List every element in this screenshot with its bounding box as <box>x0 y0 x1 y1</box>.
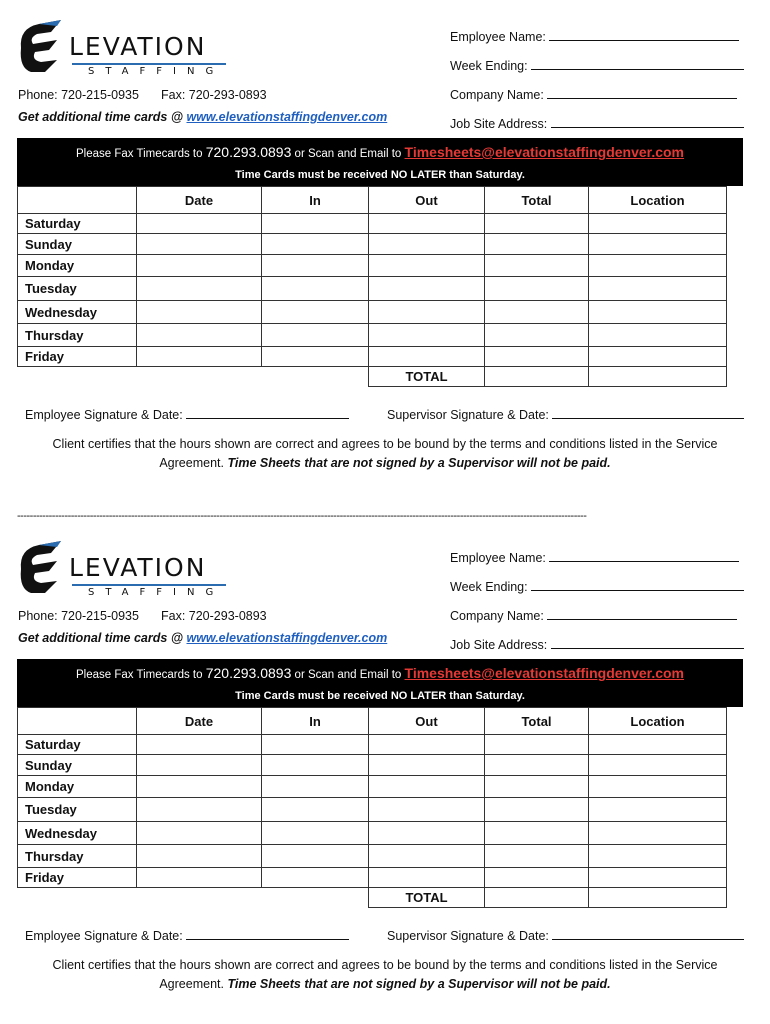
header-total: Total <box>485 708 589 735</box>
total-cell[interactable] <box>485 324 589 347</box>
get-more-prefix: Get additional time cards @ <box>18 110 187 124</box>
date-cell[interactable] <box>137 347 262 367</box>
location-cell[interactable] <box>589 776 727 798</box>
banner-fax-number: 720.293.0893 <box>205 665 292 681</box>
day-label: Sunday <box>18 234 137 255</box>
table-row <box>18 234 727 255</box>
out-cell[interactable] <box>369 735 485 755</box>
table-row <box>18 845 727 868</box>
logo-e-icon <box>17 18 69 74</box>
table-row <box>18 277 727 301</box>
date-cell[interactable] <box>137 255 262 277</box>
total-cell[interactable] <box>485 735 589 755</box>
logo-underline <box>72 584 226 586</box>
certification-text <box>30 435 740 473</box>
in-cell[interactable] <box>262 234 369 255</box>
out-cell[interactable] <box>369 822 485 845</box>
certification-text <box>30 956 740 994</box>
date-cell[interactable] <box>137 324 262 347</box>
total-location-cell[interactable] <box>589 367 727 387</box>
company-name-line[interactable] <box>547 87 737 99</box>
day-label: Wednesday <box>18 301 137 324</box>
out-cell[interactable] <box>369 301 485 324</box>
table-row <box>18 347 727 367</box>
website-link[interactable]: www.elevationstaffingdenver.com <box>186 631 388 645</box>
location-cell[interactable] <box>589 347 727 367</box>
job-site-field[interactable] <box>450 637 744 652</box>
supervisor-signature-label: Supervisor Signature & Date: <box>387 408 549 422</box>
job-site-label: Job Site Address: <box>450 638 548 652</box>
out-cell[interactable] <box>369 234 485 255</box>
date-cell[interactable] <box>137 735 262 755</box>
certification-body: Client certifies that the hours shown are correct and agrees to be bound by the terms and conditions listed in the Service Agreement. <box>52 958 718 991</box>
deadline-notice: Time Cards must be received NO LATER than Saturday. <box>235 169 525 181</box>
get-more-prefix: Get additional time cards @ <box>18 631 187 645</box>
in-cell[interactable] <box>262 255 369 277</box>
timecard <box>0 0 770 490</box>
date-cell[interactable] <box>137 755 262 776</box>
phone-number: Phone: 720-215-0935 <box>18 609 139 623</box>
timecard-table <box>17 707 727 908</box>
location-cell[interactable] <box>589 214 727 234</box>
in-cell[interactable] <box>262 324 369 347</box>
location-cell[interactable] <box>589 234 727 255</box>
supervisor-signature-line[interactable] <box>552 928 744 940</box>
week-ending-label: Week Ending: <box>450 59 528 73</box>
supervisor-signature-field[interactable] <box>387 407 744 422</box>
employee-signature-line[interactable] <box>186 928 349 940</box>
employee-signature-field[interactable] <box>25 407 349 422</box>
date-cell[interactable] <box>137 234 262 255</box>
banner-middle: or Scan and Email to <box>291 669 405 681</box>
header-total: Total <box>485 187 589 214</box>
day-label: Saturday <box>18 214 137 234</box>
day-label: Sunday <box>18 755 137 776</box>
table-row <box>18 735 727 755</box>
out-cell[interactable] <box>369 868 485 888</box>
table-row <box>18 798 727 822</box>
website-link[interactable]: www.elevationstaffingdenver.com <box>186 110 388 124</box>
location-cell[interactable] <box>589 255 727 277</box>
elevation-staffing-logo <box>17 539 232 597</box>
company-name-label: Company Name: <box>450 88 544 102</box>
header-in: In <box>262 708 369 735</box>
timecard-table <box>17 186 727 387</box>
logo-underline <box>72 63 226 65</box>
total-row <box>18 888 727 908</box>
in-cell[interactable] <box>262 822 369 845</box>
supervisor-signature-label: Supervisor Signature & Date: <box>387 929 549 943</box>
day-label: Thursday <box>18 845 137 868</box>
day-label: Friday <box>18 347 137 367</box>
out-cell[interactable] <box>369 776 485 798</box>
in-cell[interactable] <box>262 798 369 822</box>
out-cell[interactable] <box>369 755 485 776</box>
location-cell[interactable] <box>589 277 727 301</box>
fax-instructions <box>17 665 743 681</box>
employee-name-line[interactable] <box>549 29 739 41</box>
get-more-cards <box>18 110 387 124</box>
header-in: In <box>262 187 369 214</box>
in-cell[interactable] <box>262 735 369 755</box>
logo-subtitle: STAFFING <box>88 66 225 77</box>
elevation-staffing-logo <box>17 18 232 76</box>
location-cell[interactable] <box>589 755 727 776</box>
table-row <box>18 822 727 845</box>
out-cell[interactable] <box>369 214 485 234</box>
out-cell[interactable] <box>369 845 485 868</box>
header-location: Location <box>589 187 727 214</box>
job-site-line[interactable] <box>551 116 744 128</box>
total-cell[interactable] <box>485 868 589 888</box>
supervisor-signature-field[interactable] <box>387 928 744 943</box>
fax-instructions <box>17 144 743 160</box>
out-cell[interactable] <box>369 277 485 301</box>
total-cell[interactable] <box>485 347 589 367</box>
table-row <box>18 255 727 277</box>
employee-name-field[interactable] <box>450 550 739 565</box>
in-cell[interactable] <box>262 277 369 301</box>
location-cell[interactable] <box>589 735 727 755</box>
header-day-cell <box>18 708 137 735</box>
certification-body: Client certifies that the hours shown are correct and agrees to be bound by the terms and conditions listed in the Service Agreement. <box>52 437 718 470</box>
logo-wordmark: LEVATION <box>69 553 207 582</box>
timecard <box>0 521 770 1011</box>
total-cell[interactable] <box>485 214 589 234</box>
cut-line: ------------------------------------------------------------------------------------------------------------------------------------------------------------------------------------ <box>17 510 587 522</box>
day-label: Saturday <box>18 735 137 755</box>
total-location-cell[interactable] <box>589 888 727 908</box>
total-cell[interactable] <box>485 755 589 776</box>
table-row <box>18 324 727 347</box>
location-cell[interactable] <box>589 324 727 347</box>
supervisor-signature-line[interactable] <box>552 407 744 419</box>
total-cell[interactable] <box>485 845 589 868</box>
certification-warning: Time Sheets that are not signed by a Supervisor will not be paid. <box>227 456 611 470</box>
day-label: Monday <box>18 776 137 798</box>
date-cell[interactable] <box>137 301 262 324</box>
header-date: Date <box>137 187 262 214</box>
location-cell[interactable] <box>589 301 727 324</box>
total-label: TOTAL <box>369 888 485 908</box>
employee-name-label: Employee Name: <box>450 551 546 565</box>
company-name-label: Company Name: <box>450 609 544 623</box>
total-cell[interactable] <box>485 822 589 845</box>
total-hours-cell[interactable] <box>485 367 589 387</box>
out-cell[interactable] <box>369 324 485 347</box>
location-cell[interactable] <box>589 822 727 845</box>
total-cell[interactable] <box>485 255 589 277</box>
date-cell[interactable] <box>137 822 262 845</box>
fax-number: Fax: 720-293-0893 <box>161 609 267 623</box>
out-cell[interactable] <box>369 347 485 367</box>
header-out: Out <box>369 187 485 214</box>
week-ending-field[interactable] <box>450 579 744 594</box>
date-cell[interactable] <box>137 798 262 822</box>
total-cell[interactable] <box>485 277 589 301</box>
in-cell[interactable] <box>262 845 369 868</box>
date-cell[interactable] <box>137 776 262 798</box>
header-date: Date <box>137 708 262 735</box>
table-row <box>18 301 727 324</box>
employee-signature-field[interactable] <box>25 928 349 943</box>
employee-signature-label: Employee Signature & Date: <box>25 929 183 943</box>
employee-signature-label: Employee Signature & Date: <box>25 408 183 422</box>
banner-email-link[interactable]: Timesheets@elevationstaffingdenver.com <box>404 665 685 681</box>
week-ending-field[interactable] <box>450 58 744 73</box>
in-cell[interactable] <box>262 776 369 798</box>
table-row <box>18 755 727 776</box>
table-header-row <box>18 708 727 735</box>
banner-middle: or Scan and Email to <box>291 148 405 160</box>
header-day-cell <box>18 187 137 214</box>
instructions-banner <box>17 138 743 186</box>
in-cell[interactable] <box>262 214 369 234</box>
total-cell[interactable] <box>485 301 589 324</box>
out-cell[interactable] <box>369 255 485 277</box>
total-row <box>18 367 727 387</box>
job-site-line[interactable] <box>551 637 744 649</box>
total-cell[interactable] <box>485 234 589 255</box>
job-site-label: Job Site Address: <box>450 117 548 131</box>
header-out: Out <box>369 708 485 735</box>
in-cell[interactable] <box>262 347 369 367</box>
phone-number: Phone: 720-215-0935 <box>18 88 139 102</box>
certification-warning: Time Sheets that are not signed by a Supervisor will not be paid. <box>227 977 611 991</box>
employee-signature-line[interactable] <box>186 407 349 419</box>
day-label: Monday <box>18 255 137 277</box>
header-location: Location <box>589 708 727 735</box>
fax-number: Fax: 720-293-0893 <box>161 88 267 102</box>
table-row <box>18 868 727 888</box>
banner-prefix: Please Fax Timecards to <box>75 669 206 681</box>
employee-name-line[interactable] <box>549 550 739 562</box>
week-ending-label: Week Ending: <box>450 580 528 594</box>
in-cell[interactable] <box>262 868 369 888</box>
employee-name-field[interactable] <box>450 29 739 44</box>
company-name-field[interactable] <box>450 608 737 623</box>
location-cell[interactable] <box>589 868 727 888</box>
company-name-field[interactable] <box>450 87 737 102</box>
total-cell[interactable] <box>485 798 589 822</box>
logo-e-icon <box>17 539 69 595</box>
company-name-line[interactable] <box>547 608 737 620</box>
job-site-field[interactable] <box>450 116 744 131</box>
day-label: Wednesday <box>18 822 137 845</box>
logo-subtitle: STAFFING <box>88 587 225 598</box>
logo-wordmark: LEVATION <box>69 32 207 61</box>
location-cell[interactable] <box>589 845 727 868</box>
out-cell[interactable] <box>369 798 485 822</box>
banner-fax-number: 720.293.0893 <box>205 144 292 160</box>
total-hours-cell[interactable] <box>485 888 589 908</box>
banner-email-link[interactable]: Timesheets@elevationstaffingdenver.com <box>404 144 685 160</box>
in-cell[interactable] <box>262 301 369 324</box>
instructions-banner <box>17 659 743 707</box>
date-cell[interactable] <box>137 214 262 234</box>
date-cell[interactable] <box>137 277 262 301</box>
day-label: Tuesday <box>18 798 137 822</box>
table-row <box>18 776 727 798</box>
table-header-row <box>18 187 727 214</box>
location-cell[interactable] <box>589 798 727 822</box>
in-cell[interactable] <box>262 755 369 776</box>
day-label: Tuesday <box>18 277 137 301</box>
total-label: TOTAL <box>369 367 485 387</box>
deadline-notice: Time Cards must be received NO LATER than Saturday. <box>235 690 525 702</box>
date-cell[interactable] <box>137 868 262 888</box>
get-more-cards <box>18 631 387 645</box>
banner-prefix: Please Fax Timecards to <box>75 148 206 160</box>
employee-name-label: Employee Name: <box>450 30 546 44</box>
week-ending-line[interactable] <box>531 58 744 70</box>
day-label: Friday <box>18 868 137 888</box>
date-cell[interactable] <box>137 845 262 868</box>
total-cell[interactable] <box>485 776 589 798</box>
table-row <box>18 214 727 234</box>
week-ending-line[interactable] <box>531 579 744 591</box>
day-label: Thursday <box>18 324 137 347</box>
